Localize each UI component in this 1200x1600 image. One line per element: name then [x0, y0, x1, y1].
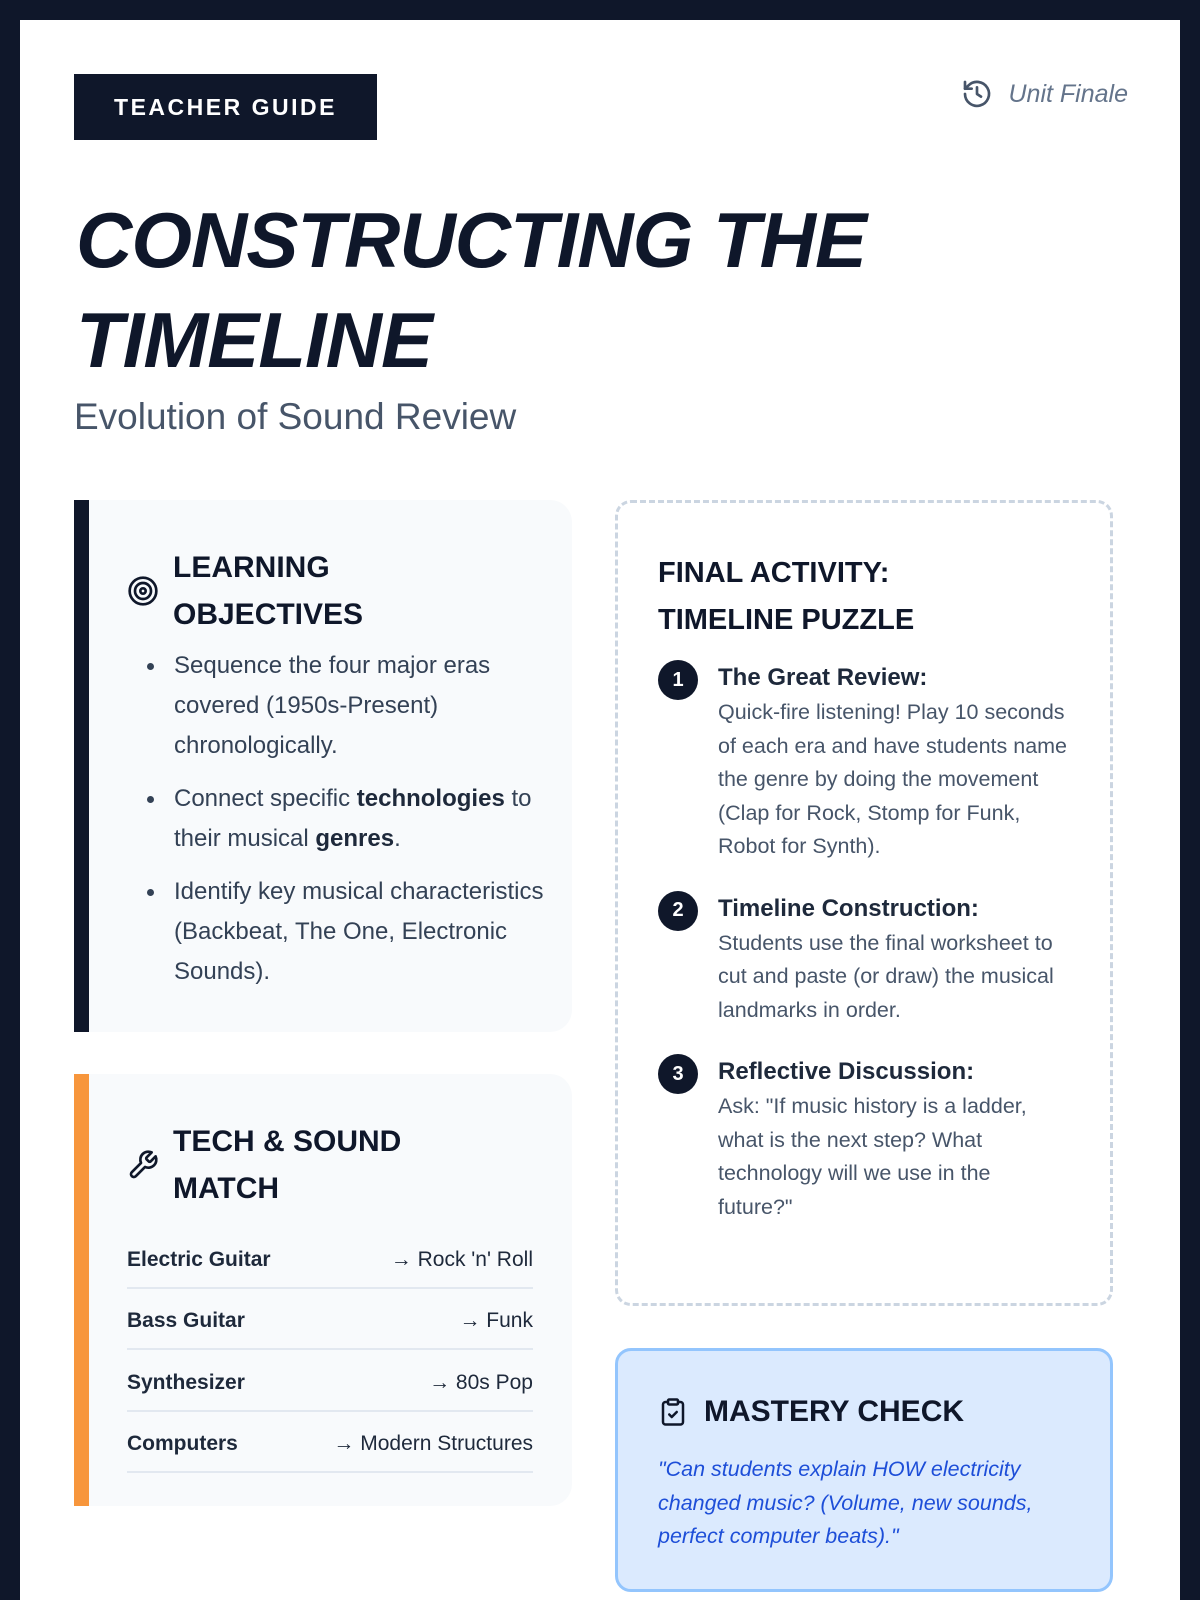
genre-name: → Modern Structures	[333, 1432, 533, 1456]
tech-sound-match-card	[74, 1074, 572, 1506]
activity-steps	[658, 660, 1068, 1251]
tech-match-row	[127, 1227, 533, 1289]
unit-label	[961, 78, 1129, 110]
activity-step	[658, 891, 1068, 1028]
learning-objectives-card	[74, 500, 572, 1032]
tech-name: Electric Guitar	[127, 1247, 271, 1271]
mastery-check-header	[658, 1395, 964, 1429]
step-number-badge: 3	[658, 1054, 698, 1094]
mastery-check-card	[615, 1348, 1113, 1592]
genre-name: → 80s Pop	[429, 1370, 533, 1394]
objectives-list	[174, 646, 554, 1005]
objective-keyword: genres	[315, 825, 395, 852]
objective-item: Identify key musical characteristics (Backbeat, The One, Electronic Sounds).	[174, 872, 554, 992]
wrench-icon	[127, 1149, 159, 1181]
final-activity-heading: FINAL ACTIVITY: TIMELINE PUZZLE	[658, 557, 915, 636]
objective-item: Sequence the four major eras covered (1950s-Present) chronologically.	[174, 646, 554, 766]
step-body: Quick-fire listening! Play 10 seconds of each era and have students name the genre by doing the movement (Clap for Rock, Stomp for Funk, Robot for Synth).	[718, 700, 1068, 858]
tech-name: Bass Guitar	[127, 1309, 245, 1333]
tech-sound-match-heading: TECH & SOUND MATCH	[173, 1125, 402, 1205]
genre-name: → Funk	[459, 1309, 533, 1333]
step-title: The Great Review:	[718, 664, 928, 691]
final-activity-card	[615, 500, 1113, 1306]
step-body: Ask: "If music history is a ladder, what is the next step? What technology will we use in the future?"	[718, 1094, 1027, 1219]
step-title: Timeline Construction:	[718, 894, 979, 922]
tech-match-table	[127, 1227, 533, 1473]
step-number-badge: 2	[658, 891, 698, 931]
step-body: Students use the final worksheet to cut and paste (or draw) the musical landmarks in order.	[718, 930, 1054, 1022]
tech-name: Synthesizer	[127, 1370, 245, 1394]
mastery-check-heading: MASTERY CHECK	[704, 1395, 965, 1428]
genre-name: → Rock 'n' Roll	[390, 1247, 533, 1271]
objective-item: Connect specific technologies to their musical genres.	[174, 779, 554, 859]
activity-step	[658, 660, 1068, 864]
tech-match-row	[127, 1412, 533, 1474]
tech-match-row	[127, 1350, 533, 1412]
tech-match-row	[127, 1289, 533, 1351]
activity-step	[658, 1054, 1068, 1224]
objective-keyword: technologies	[356, 785, 505, 812]
target-icon	[127, 575, 159, 607]
step-number-badge: 1	[658, 660, 698, 700]
step-title: Reflective Discussion:	[718, 1058, 975, 1085]
learning-objectives-heading: LEARNING OBJECTIVES	[173, 551, 364, 631]
unit-label-text: Unit Finale	[1008, 79, 1128, 108]
mastery-check-quote: "Can students explain HOW electricity changed music? (Volume, new sounds, perfect computer beats)."	[658, 1457, 1033, 1548]
clipboard-check-icon	[658, 1397, 688, 1427]
tech-sound-match-header	[127, 1118, 513, 1212]
history-icon	[961, 78, 993, 110]
learning-objectives-header	[127, 544, 513, 638]
teacher-guide-page	[20, 20, 1180, 1600]
page-subtitle: Evolution of Sound Review	[74, 396, 517, 437]
tech-name: Computers	[127, 1432, 238, 1456]
teacher-guide-tag: TEACHER GUIDE	[74, 74, 377, 140]
page-title: CONSTRUCTING THE TIMELINE	[76, 196, 866, 384]
